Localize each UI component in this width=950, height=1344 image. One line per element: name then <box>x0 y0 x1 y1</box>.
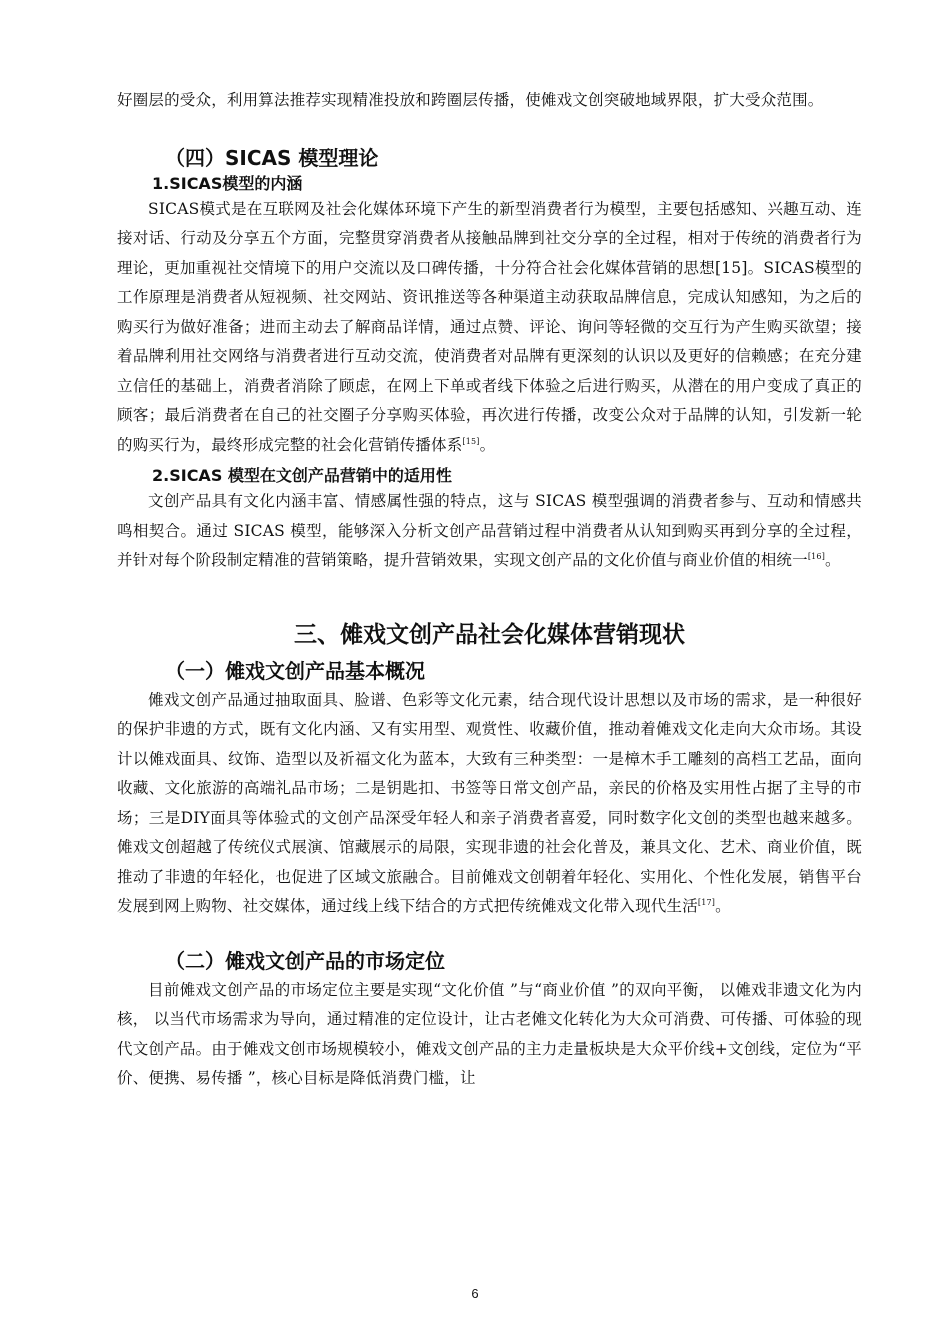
citation-15: [15] <box>462 436 480 446</box>
section-heading-market-positioning: （二）傩戏文创产品的市场定位 <box>165 948 445 973</box>
overview-text: 傩戏文创产品通过抽取面具、脸谱、色彩等文化元素，结合现代设计思想以及市场的需求，是一种很好的保护非遗的方式，既有文化内涵、又有实用型、观赏性、收藏价值，推动着傩戏文化走向大众市场。其设计以傩戏面具、纹饰、造型以及祈福文化为蓝本，大致有三种类型：一是樟木手工雕刻的高档工艺品，面向收藏、文化旅游的高端礼品市场；二是钥匙扣、书签等日常文创产品，亲民的价格及实用性占据了主导的市场；三是DIY面具等体验式的文创产品深受年轻人和亲子消费者喜爱，同时数字化文创的类型也越来越多。傩戏文创超越了传统仪式展演、馆藏展示的局限，实现非遗的社会化普及，兼具文化、艺术、商业价值，既推动了非遗的年轻化，也促进了区域文旅融合。目前傩戏文创朝着年轻化、实用化、个性化发展，销售平台发展到网上购物、社交媒体，通过线上线下结合的方式把传统傩戏文化带入现代生活 <box>117 690 862 915</box>
overview-paragraph <box>117 686 862 922</box>
section-heading-basic-overview: （一）傩戏文创产品基本概况 <box>165 658 425 683</box>
sicas-connotation-text: SICAS模式是在互联网及社会化媒体环境下产生的新型消费者行为模型，主要包括感知、兴趣互动、连接对话、行动及分享五个方面，完整贯穿消费者从接触品牌到社交分享的全过程，相对于传统的消费者行为理论，更加重视社交情境下的用户交流以及口碑传播，十分符合社会化媒体营销的思想[15]。SICAS模型的工作原理是消费者从短视频、社交网站、资讯推送等各种渠道主动获取品牌信息，完成认知感知，为之后的购买行为做好准备；进而主动去了解商品详情，通过点赞、评论、询问等轻微的交互行为产生购买欲望；接着品牌利用社交网络与消费者进行互动交流，使消费者对品牌有更深刻的认识以及更好的信赖感；在充分建立信任的基础上，消费者消除了顾虑，在网上下单或者线下体验之后进行购买，从潜在的用户变成了真正的顾客；最后消费者在自己的社交圈子分享购买体验，再次进行传播，改变公众对于品牌的认知，引发新一轮的购买行为，最终形成完整的社会化营销传播体系 <box>117 199 862 454</box>
intro-paragraph: 好圈层的受众，利用算法推荐实现精准投放和跨圈层传播，使傩戏文创突破地域界限，扩大受众范围。 <box>117 91 824 109</box>
sicas-applicability-text: 文创产品具有文化内涵丰富、情感属性强的特点，这与 SICAS 模型强调的消费者参与、互动和情感共鸣相契合。通过 SICAS 模型，能够深入分析文创产品营销过程中消费者从认知到购买再到分享的全过程，并针对每个阶段制定精准的营销策略，提升营销效果，实现文创产品的文化价值与商业价值的相统一 <box>117 492 862 569</box>
subsection-heading-sicas-applicability: 2.SICAS 模型在文创产品营销中的适用性 <box>152 466 452 485</box>
sicas-applicability-paragraph <box>117 487 862 576</box>
sicas-connotation-paragraph <box>117 195 862 461</box>
subsection-heading-sicas-connotation: 1.SICAS模型的内涵 <box>152 173 303 193</box>
citation-16: [16] <box>807 551 826 561</box>
section-heading-sicas-theory: （四）SICAS 模型理论 <box>165 145 379 170</box>
overview-end: 。 <box>715 897 731 915</box>
page-number: 6 <box>471 1286 479 1301</box>
sicas-applicability-end: 。 <box>825 551 841 569</box>
citation-17: [17] <box>697 897 716 907</box>
page-content <box>117 86 862 1094</box>
chapter-heading: 三、傩戏文创产品社会化媒体营销现状 <box>294 621 685 648</box>
sicas-connotation-end: 。 <box>479 435 496 454</box>
positioning-paragraph: 目前傩戏文创产品的市场定位主要是实现“文化价值 ”与“商业价值 ”的双向平衡， 以傩戏非遗文化为内核， 以当代市场需求为导向，通过精准的定位设计，让古老傩文化转化为大众可消费、可传播、可体验的现代文创产品。由于傩戏文创市场规模较小，傩戏文创产品的主力走量板块是大众平价线+文创线，定位为“平价、便携、易传播 ”，核心目标是降低消费门槛，让 <box>117 980 862 1087</box>
